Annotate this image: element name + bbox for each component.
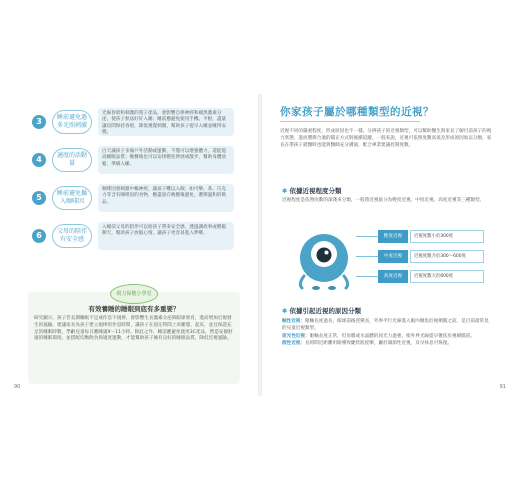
term-label: 屈光性近視： xyxy=(282,333,310,339)
left-page xyxy=(10,94,258,396)
level-label: 中度近視 xyxy=(378,250,408,263)
list-item xyxy=(282,318,492,333)
tip-number: 3 xyxy=(32,115,46,129)
mini-lesson-question: 有效養睡的睡眠到底有多重要？ xyxy=(88,305,180,313)
tip-label: 睡前避免攝入咖啡因 xyxy=(52,186,92,210)
connector-line xyxy=(356,236,378,237)
tip-label: 適度的活動量 xyxy=(52,148,92,172)
term-text: 眼軸長度正常，但角膜或水晶體的屈光力過強，使外界光線提早聚焦於視網膜前。 xyxy=(309,333,475,339)
tip-text: 光線昏暗和刺激的電子產品，會影響自律神經和褪黑激素分泌，使孩子無法好好入睡；睡前應避免使用手機、平板，盡量讓房間保持昏暗，降低視覺刺激，幫助孩子提早入睡並睡得安穩。 xyxy=(98,108,234,136)
tip-item xyxy=(32,146,238,176)
bullet-icon: ✱ xyxy=(282,307,288,315)
title-underline xyxy=(280,121,420,122)
intro-paragraph: 近視不同的嚴重程度，形成原因也不一樣。分辨孩子的近視類型，可以幫助醫生與家長了解目前孩子的視力狀態，進而選擇合適的矯正方式與後續追蹤。一般來說，近視可依照度數高低及形成原因加以分類，家長在帶孩子就醫時也能與醫師充分溝通，配合專業建議控制度數。 xyxy=(280,129,492,149)
eyeball-mascot-icon xyxy=(288,224,360,296)
list-item xyxy=(282,340,492,347)
tip-item xyxy=(32,108,238,138)
tip-text: 入睡前父母的陪伴可以給孩子帶來安全感，透過講故事或輕鬆聊天，幫助孩子放鬆心情，讓孩子更容易進入夢鄉。 xyxy=(98,222,234,250)
section-paragraph xyxy=(282,318,492,348)
connector-line xyxy=(356,276,378,277)
level-row xyxy=(378,270,484,283)
level-value: 近視度數小於300度 xyxy=(410,230,484,243)
tip-number: 6 xyxy=(32,229,46,243)
term-label: 假性近視： xyxy=(282,341,305,347)
page-title: 你家孩子屬於哪種類型的近視？ xyxy=(280,106,434,118)
term-text: 長時間近距離用眼導致睫狀肌痙攣，屬於調節性近視，及早休息可恢復。 xyxy=(304,341,452,347)
right-page xyxy=(262,94,510,396)
mini-lesson-badge: 視力保健小學堂 xyxy=(110,284,158,304)
level-label: 輕度近視 xyxy=(378,230,408,243)
page-number-right: 91 xyxy=(499,384,506,390)
section-paragraph: 近視程度是依照度數的深淺來分類，一般將近視區分為輕度近視、中度近視、高度近視等三種類型。 xyxy=(282,198,485,203)
tip-item xyxy=(32,222,238,252)
section-heading-text: 依據近視程度分類 xyxy=(289,187,342,195)
section-heading xyxy=(282,186,341,195)
page-number-left: 90 xyxy=(14,384,21,390)
connector-line xyxy=(356,256,378,257)
tip-text: 咖啡因會刺激中樞神經，讓孩子難以入眠；如可樂、茶、巧克力等含有咖啡因的食物，應盡量在晚餐後避免，選擇溫和的飲品。 xyxy=(98,184,234,212)
book-spread xyxy=(10,94,510,396)
level-label: 高度近視 xyxy=(378,270,408,283)
tip-number: 4 xyxy=(32,153,46,167)
tip-label: 睡前避免過多光照刺激 xyxy=(52,110,92,134)
term-label: 軸性近視： xyxy=(282,319,305,324)
level-row xyxy=(378,250,484,263)
list-item xyxy=(282,333,492,340)
mini-lesson-box xyxy=(28,292,240,384)
term-text: 眼軸長度過長，眼球前後徑變長，外界平行光線進入眼內聚焦於視網膜之前，是目前最常見的兒童近視類型。 xyxy=(282,319,489,332)
level-value: 近視度數介於300～600度 xyxy=(410,250,484,263)
tip-label: 父母的陪伴有安全感 xyxy=(52,224,92,248)
tip-item xyxy=(32,184,238,214)
mini-lesson-text: 研究顯示，孩子若長期睡眠不足或作息不規律，會影響生長激素分泌與眼球發育，進而增加近視發生的風險。建議家長為孩子建立規律的作息時間，讓孩子在固定時間上床睡覺、起床，並且保證充足的睡眠時數，學齡兒童每日應睡滿9～11小時。除此之外，睡前應避免使用3C產品，營造安靜舒適的睡眠環境，並搭配均衡飲食與適度運動，才能幫助孩子擁有良好的睡眠品質，降低近視風險。 xyxy=(34,316,233,342)
tip-text: 白天讓孩子多做戶外活動或運動，不僅可以增強體力，還能提高睡眠品質；晚餐後也可以安排輕度伸展或散步，幫助身體放鬆，準備入睡。 xyxy=(98,146,234,174)
section-heading-text: 依據引起近視的原因分類 xyxy=(289,307,361,315)
bullet-icon: ✱ xyxy=(282,187,288,195)
level-row xyxy=(378,230,484,243)
tip-number: 5 xyxy=(32,191,46,205)
level-value: 近視度數大於600度 xyxy=(410,270,484,283)
section-heading xyxy=(282,306,361,315)
